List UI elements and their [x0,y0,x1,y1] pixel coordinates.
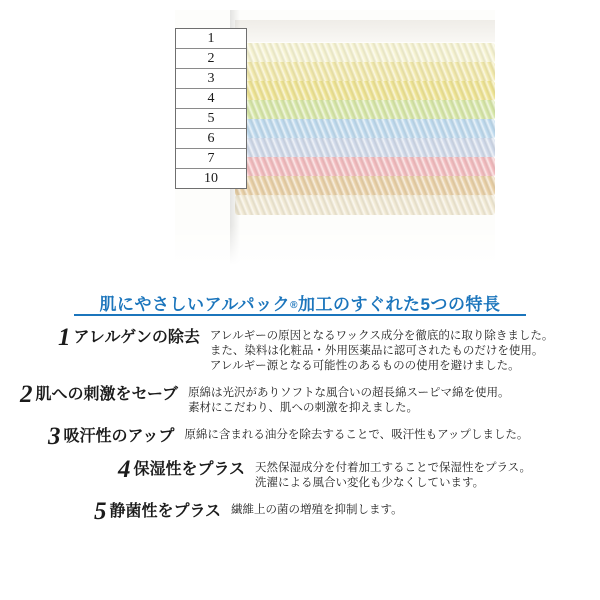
feature-title: 吸汗性のアップ [63,428,175,445]
feature-body-line: 原綿は光沢がありソフトな風合いの超長綿スーピマ綿を使用。 [188,387,510,399]
feature-body-line: 原綿に含まれる油分を除去することで、吸汗性もアップしました。 [184,429,529,441]
feature-number: 4 [118,456,131,483]
feature-item-3 [0,425,600,449]
feature-title: 静菌性をプラス [109,503,222,520]
feature-number: 5 [94,498,107,525]
page-title-text-after: 加工のすぐれた5つの特長 [298,295,501,314]
feature-body-line: 繊維上の菌の増殖を抑制します。 [231,504,403,516]
feature-title: 保湿性をプラス [133,461,246,478]
yarn-band-9 [235,195,495,215]
yarn-band-4 [235,100,495,120]
yarn-band-5 [235,119,495,139]
legend-row: 10 [176,169,246,188]
yarn-band-7 [235,157,495,177]
feature-body [210,326,600,374]
feature-title: 肌への刺激をセーブ [35,386,179,403]
feature-body [188,383,600,416]
yarn-band-2 [235,62,495,82]
feature-body-line: 天然保湿成分を付着加工することで保湿性をプラス。 [255,462,532,474]
legend-row: 6 [176,129,246,149]
page-title-text-before: 肌にやさしいアルパック [99,295,291,314]
legend-row: 4 [176,89,246,109]
feature-body-line: 洗濯による風合い変化も少なくしています。 [255,477,485,489]
feature-body [184,425,600,443]
legend-row: 3 [176,69,246,89]
feature-body-line: アレルギーの原因となるワックス成分を徹底的に取り除きました。 [209,330,554,342]
feature-item-1 [0,326,600,374]
swatch-number-legend [175,28,247,189]
feature-body [231,500,600,518]
feature-body [255,458,600,491]
legend-row: 2 [176,49,246,69]
photo-top-edge [235,20,495,42]
legend-row: 1 [176,29,246,49]
yarn-band-8 [235,176,495,196]
feature-item-4 [0,458,600,491]
feature-item-5 [0,500,600,524]
feature-body-line: アレルギー源となる可能性のあるものの使用を避けました。 [209,360,520,372]
feature-body-line: 素材にこだわり、肌への刺激を抑えました。 [188,402,419,414]
feature-title: アレルゲンの除去 [73,329,200,346]
feature-body-line: また、染料は化粧品・外用医薬品に認可されたものだけを使用。 [209,345,544,357]
legend-row: 5 [176,109,246,129]
feature-number: 2 [20,381,33,408]
feature-list [0,326,600,533]
yarn-band-6 [235,138,495,158]
photo-bottom-fade [175,225,495,265]
yarn-band-3 [235,81,495,101]
registered-trademark-icon: ® [290,300,299,311]
legend-row: 7 [176,149,246,169]
feature-number: 1 [58,324,71,351]
feature-item-2 [0,383,600,416]
yarn-band-1 [235,43,495,63]
feature-number: 3 [48,423,61,450]
heading-underline [74,314,526,316]
